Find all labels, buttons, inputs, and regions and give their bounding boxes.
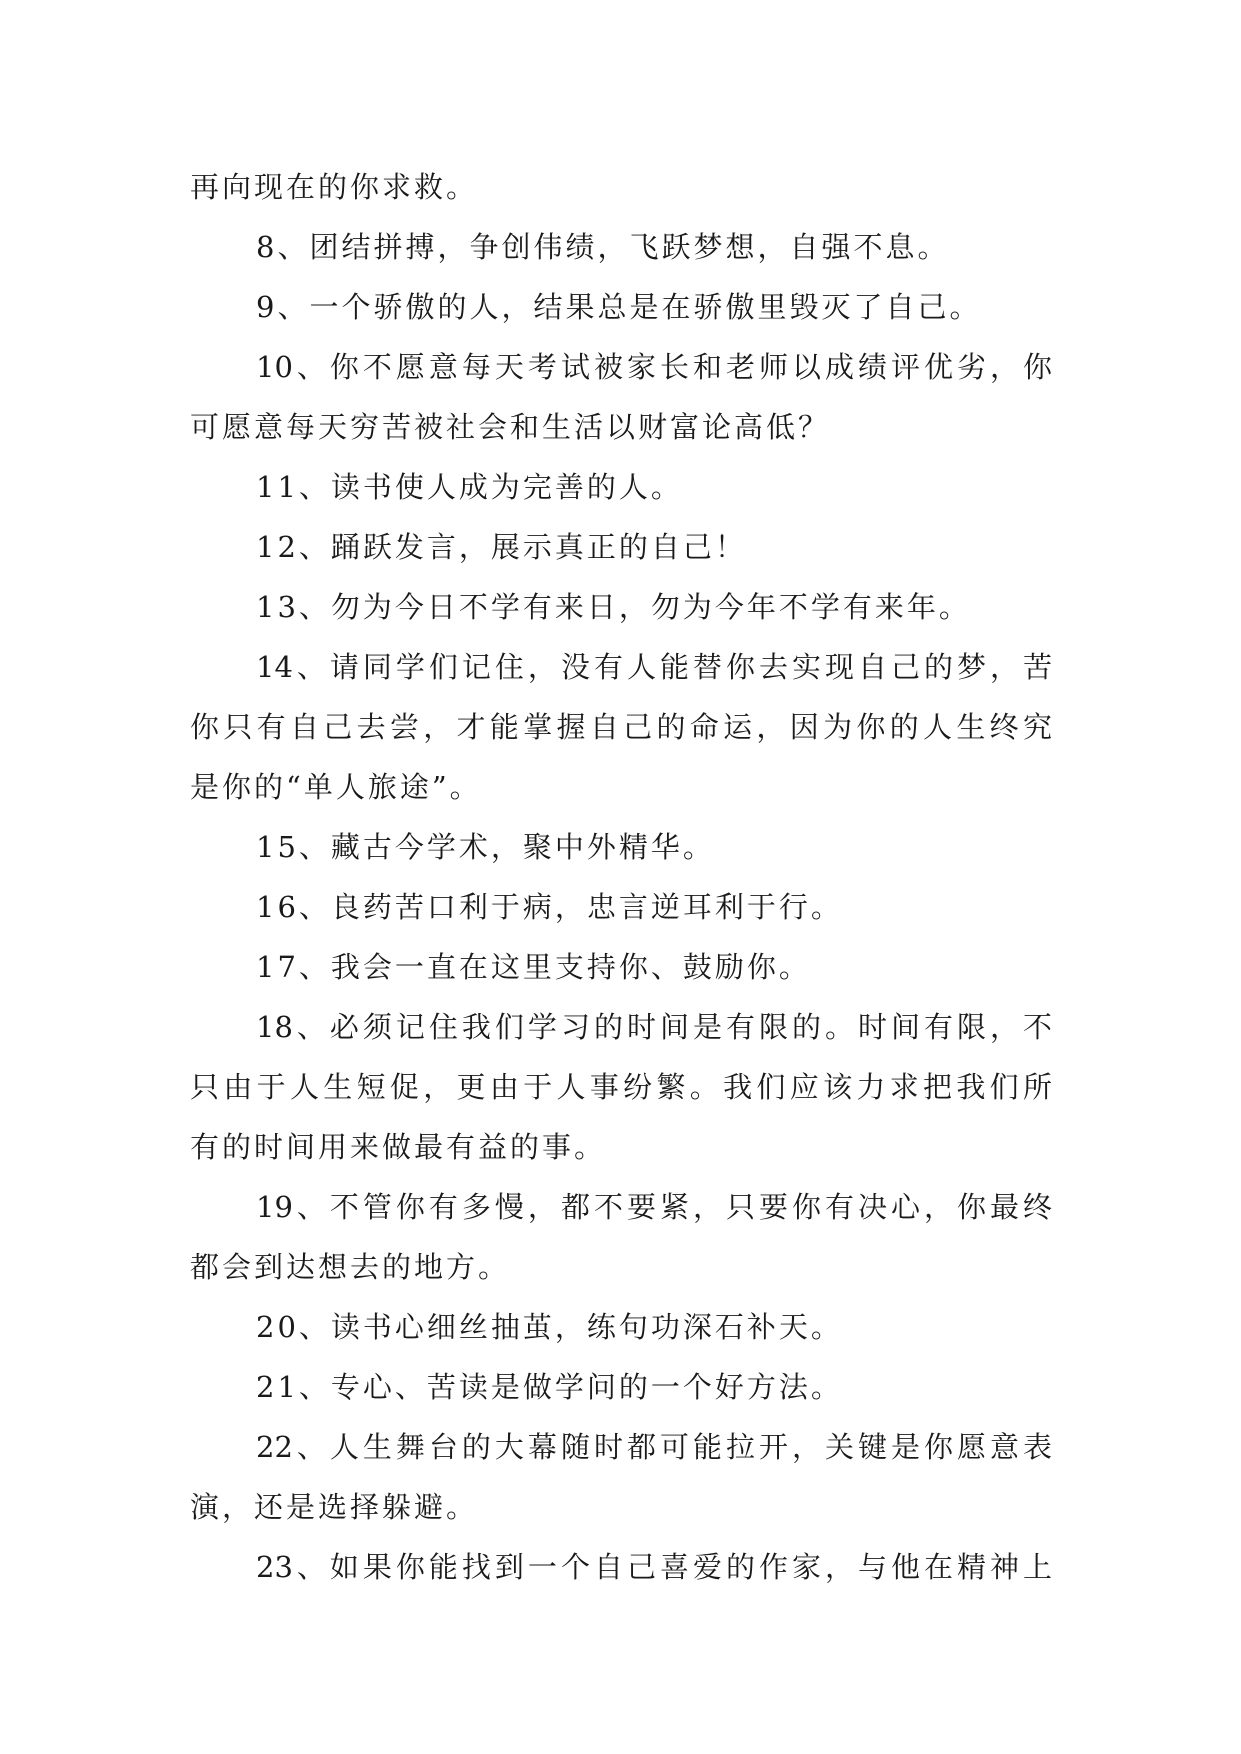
- text-line: 只由于人生短促，更由于人事纷繁。我们应该力求把我们所: [190, 1070, 1052, 1104]
- text-line: 9、一个骄傲的人，结果总是在骄傲里毁灭了自己。: [256, 290, 982, 324]
- text-line: 有的时间用来做最有益的事。: [190, 1130, 607, 1164]
- text-line: 可愿意每天穷苦被社会和生活以财富论高低？: [190, 410, 831, 444]
- text-line: 19、不管你有多慢，都不要紧，只要你有决心，你最终: [256, 1190, 1052, 1224]
- text-line: 都会到达想去的地方。: [190, 1250, 511, 1284]
- text-line: 12、踊跃发言，展示真正的自己！: [256, 530, 747, 564]
- text-line: 再向现在的你求救。: [190, 170, 479, 204]
- text-line: 演，还是选择躲避。: [190, 1490, 479, 1524]
- text-line: 21、专心、苦读是做学问的一个好方法。: [256, 1370, 843, 1404]
- text-line: 22、人生舞台的大幕随时都可能拉开，关键是你愿意表: [256, 1430, 1052, 1464]
- text-line: 是你的“单人旅途”。: [190, 770, 482, 804]
- text-line: 16、良药苦口利于病，忠言逆耳利于行。: [256, 890, 843, 924]
- text-line: 20、读书心细丝抽茧，练句功深石补天。: [256, 1310, 843, 1344]
- text-line: 8、团结拼搏，争创伟绩，飞跃梦想，自强不息。: [256, 230, 950, 264]
- text-line: 15、藏古今学术，聚中外精华。: [256, 830, 715, 864]
- text-line: 14、请同学们记住，没有人能替你去实现自己的梦，苦: [256, 650, 1052, 684]
- text-line: 你只有自己去尝，才能掌握自己的命运，因为你的人生终究: [190, 710, 1052, 744]
- document-body: [190, 157, 1052, 1597]
- text-line: 11、读书使人成为完善的人。: [256, 470, 683, 504]
- text-line: 10、你不愿意每天考试被家长和老师以成绩评优劣，你: [256, 350, 1052, 384]
- text-line: 17、我会一直在这里支持你、鼓励你。: [256, 950, 811, 984]
- text-line: 18、必须记住我们学习的时间是有限的。时间有限，不: [256, 1010, 1052, 1044]
- text-line: 13、勿为今日不学有来日，勿为今年不学有来年。: [256, 590, 971, 624]
- text-line: 23、如果你能找到一个自己喜爱的作家，与他在精神上: [256, 1550, 1052, 1584]
